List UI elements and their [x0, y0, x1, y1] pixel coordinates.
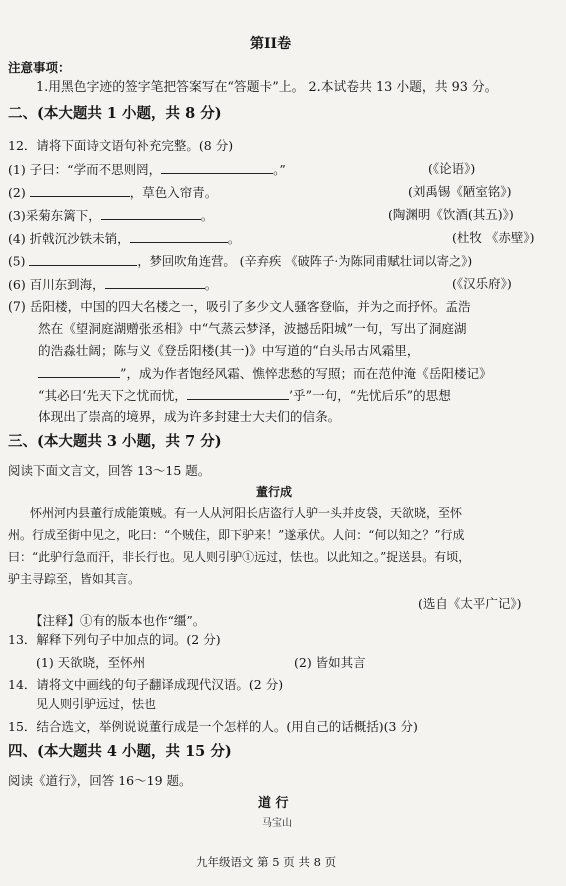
q12-item-3-source: (陶渊明《饮酒(其五)》) — [388, 207, 514, 222]
answer-blank — [30, 184, 130, 197]
section4-heading: 四、(本大题共 4 小题，共 15 分) — [8, 743, 232, 760]
passage2-title: 道 行 — [258, 796, 289, 811]
passage-line-1: 怀州河内县董行成能策贼。有一人从河阳长店盗行人驴一头并皮袋，天欲晓，至怀 — [30, 506, 463, 520]
notes-heading: 注意事项： — [8, 60, 71, 75]
q14-sentence: 见人则引驴远过，怯也 — [36, 697, 157, 711]
passage-line-2: 州。行成至街中见之，叱曰：“个贼住，即下驴来！”遂承伏。人问：“何以知之？”行成 — [8, 528, 465, 542]
q13-part-a: (1) 天欲晓，至怀州 — [36, 655, 146, 670]
item-pre: (6) 百川东到海， — [8, 276, 105, 292]
item-pre: (1) 子曰：“学而不思则罔， — [8, 161, 162, 177]
q13-part-b: (2) 皆如其言 — [294, 655, 366, 670]
item-pre: (2) — [8, 184, 30, 200]
item-post: 。” — [273, 161, 286, 177]
answer-blank — [187, 387, 289, 400]
line5-post: ’乎”一句，“先忧后乐”的思想 — [288, 387, 451, 403]
q12-prompt: 12．请将下面诗文语句补充完整。(8 分) — [8, 138, 234, 153]
answer-blank — [38, 365, 120, 378]
item-pre: (4) 折戟沉沙铁未销， — [8, 230, 130, 246]
q12-item-7-line2: 然在《望洞庭湖赠张丞相》中“气蒸云梦泽，波撼岳阳城”一句，写出了洞庭湖 — [38, 321, 467, 336]
q12-item-3 — [8, 207, 213, 224]
section2-heading: 二、(本大题共 1 小题，共 8 分) — [8, 105, 222, 122]
q12-item-7-line4 — [38, 365, 492, 382]
passage-title: 董行成 — [256, 485, 293, 499]
passage-line-3-text: 曰：“此驴行急而汗，非长行也。见人则引驴①远过，怯也。以此知之。”捉送县。有顷， — [8, 550, 471, 564]
passage-line-4: 驴主寻踪至，皆如其言。 — [8, 572, 141, 586]
q12-item-4-source: (杜牧 《赤壁》) — [452, 230, 535, 245]
section4-intro: 阅读《道行》，回答 16～19 题。 — [8, 773, 192, 788]
item-post: ，草色入帘青。 — [129, 184, 218, 200]
section3-heading: 三、(本大题共 3 小题，共 7 分) — [8, 433, 222, 450]
notes-line: 1.用黑色字迹的签字笔把答案写在“答题卡”上。 2.本试卷共 13 小题，共 93 分。 — [36, 80, 498, 95]
line4-post: ”，成为作者饱经风霜、憔悴悲愁的写照；而在范仲淹《岳阳楼记》 — [120, 365, 492, 381]
passage-line-3 — [8, 550, 470, 565]
item-post: 。 — [200, 207, 214, 223]
line5-pre: “其必曰‘先天下之忧而忧， — [38, 387, 187, 403]
item-pre: (5) — [8, 254, 30, 269]
q12-item-2 — [8, 184, 217, 201]
q12-item-7-line5 — [38, 387, 451, 404]
answer-blank — [101, 207, 201, 220]
answer-blank — [29, 253, 137, 266]
q12-item-6-source: (《汉乐府》) — [452, 276, 512, 291]
section3-intro: 阅读下面文言文，回答 13～15 题。 — [8, 463, 211, 478]
item-pre: (3)采菊东篱下， — [8, 207, 101, 223]
page-title: 第II卷 — [250, 36, 292, 52]
passage-source: (选自《太平广记》) — [418, 596, 522, 611]
item-post: 。 — [204, 276, 218, 292]
q12-item-1-source: (《论语》) — [428, 161, 476, 176]
answer-blank — [130, 230, 228, 243]
item-post: ，梦回吹角连营。 (辛弃疾 《破阵子·为陈同甫赋壮词以寄之》) — [137, 254, 473, 269]
q12-item-5 — [8, 253, 472, 270]
q12-item-7-line6: 体现出了崇高的境界，成为许多封建士大夫们的信条。 — [38, 409, 341, 424]
q12-item-2-source: (刘禹锡《陋室铭》) — [408, 184, 512, 199]
passage-note: 【注释】①有的版本也作“缰”。 — [30, 613, 206, 628]
q12-item-7-line3: 的浩淼壮阔；陈与义《登岳阳楼(其一)》中写道的“白头吊古风霜里， — [38, 343, 420, 358]
q12-item-4 — [8, 230, 240, 247]
q15-prompt: 15．结合选文，举例说说董行成是一个怎样的人。(用自己的话概括)(3 分) — [8, 719, 418, 734]
q12-item-7-line1: (7) 岳阳楼，中国的四大名楼之一，吸引了多少文人骚客登临，并为之而抒怀。孟浩 — [8, 299, 471, 314]
passage2-author: 马宝山 — [262, 818, 292, 829]
q13-prompt: 13．解释下列句子中加点的词。(2 分) — [8, 632, 221, 647]
q14-prompt: 14．请将文中画线的句子翻译成现代汉语。(2 分) — [8, 677, 284, 692]
item-post: 。 — [227, 230, 241, 246]
q12-item-1 — [8, 161, 286, 178]
page-footer: 九年级语文 第 5 页 共 8 页 — [196, 855, 337, 869]
answer-blank — [161, 161, 273, 174]
answer-blank — [105, 276, 205, 289]
q12-item-6 — [8, 276, 217, 293]
